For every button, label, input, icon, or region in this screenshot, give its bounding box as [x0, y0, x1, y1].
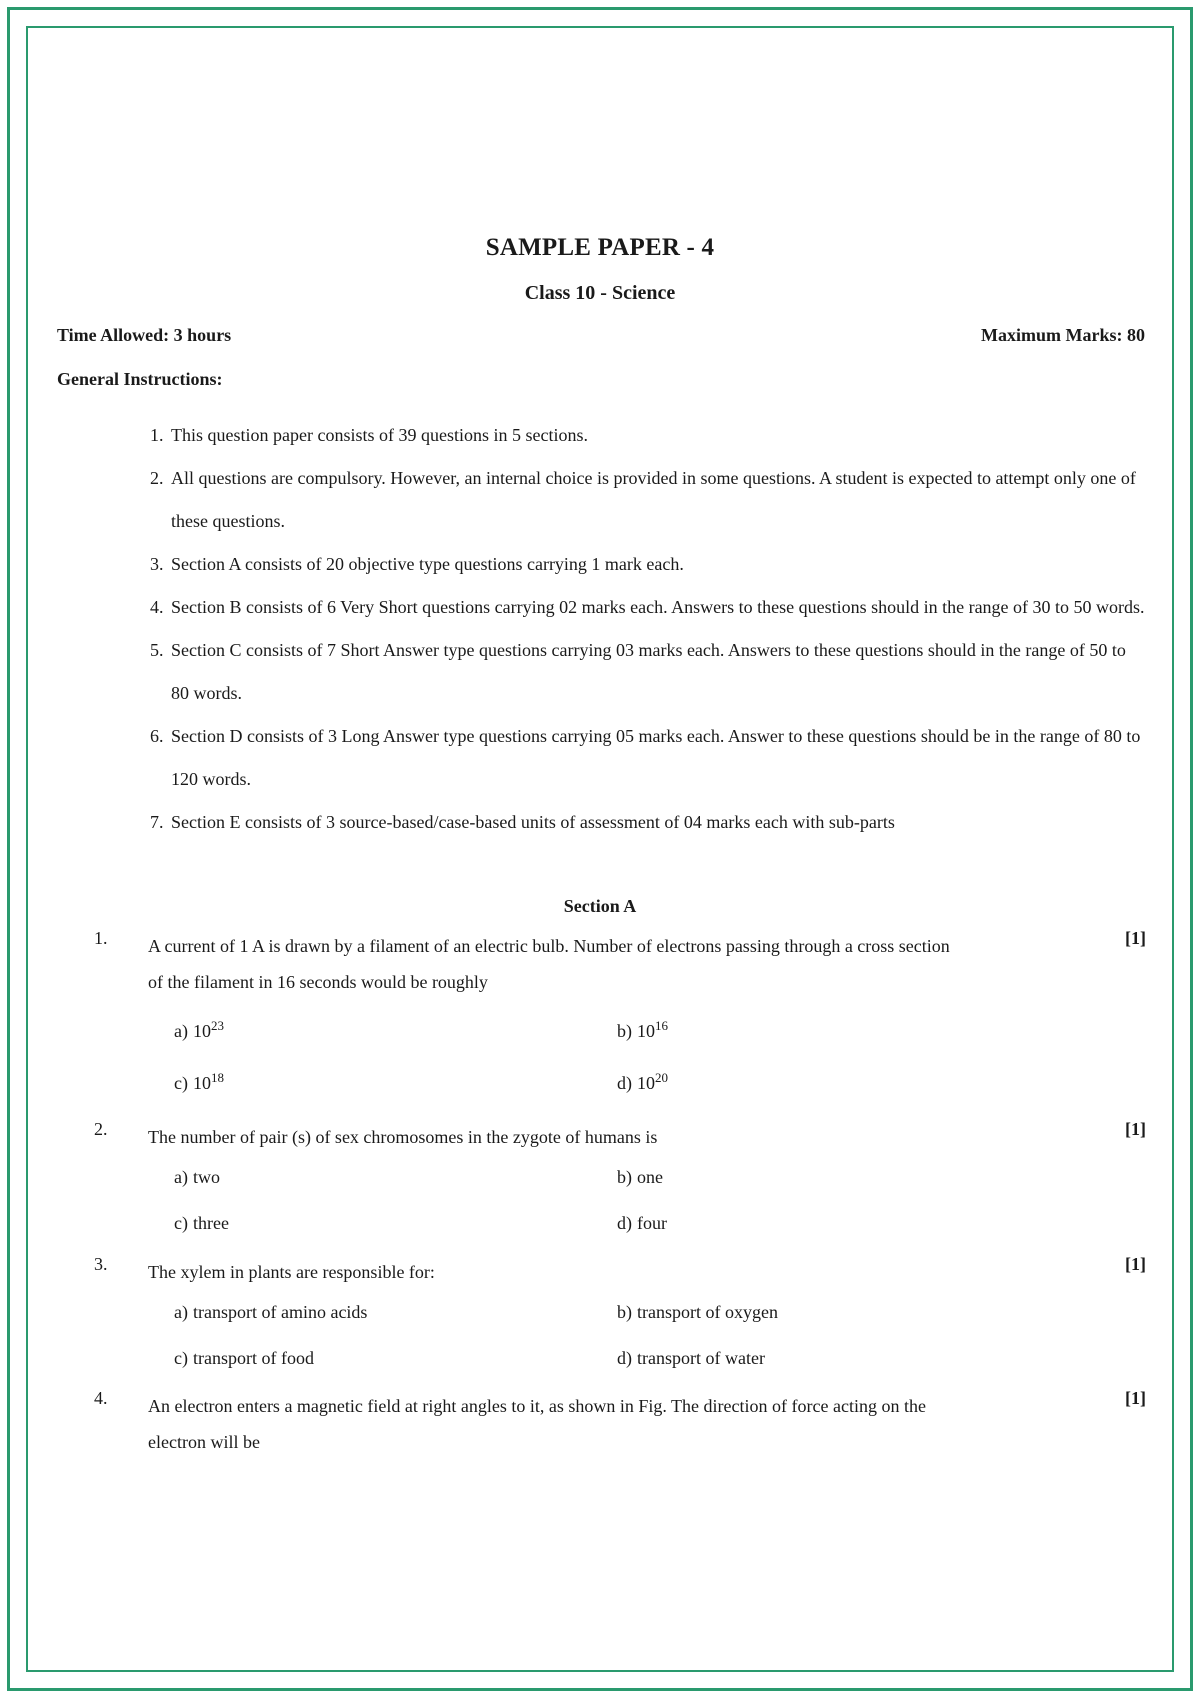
question-number: 2. — [94, 1119, 108, 1139]
question-marks: [1] — [1125, 1119, 1146, 1139]
option-a: a) two — [174, 1167, 220, 1187]
question-text: The xylem in plants are responsible for: — [148, 1262, 435, 1282]
paper-subtitle: Class 10 - Science — [524, 282, 676, 304]
question-number: 3. — [94, 1254, 108, 1274]
question-text: The number of pair (s) of sex chromosomes in the zygote of humans is — [148, 1127, 658, 1147]
option-b: b) $10^{16}$ — [617, 1018, 668, 1041]
option-b: b) one — [617, 1167, 663, 1187]
instruction-item: 1. This question paper consists of 39 questions in 5 sections. — [150, 425, 588, 445]
question-marks: [1] — [1125, 928, 1146, 948]
option-d: d) $10^{20}$ — [617, 1070, 668, 1093]
paper-meta — [57, 325, 1145, 346]
question-number: 4. — [94, 1388, 108, 1408]
instruction-item: 3. Section A consists of 20 objective type questions carrying 1 mark each. — [150, 554, 684, 574]
option-c: c) $10^{18}$ — [174, 1070, 224, 1093]
option-a: a) transport of amino acids — [174, 1302, 368, 1322]
question-text: An electron enters a magnetic field at right angles to it, as shown in Fig. The direction of force acting on the electron will be — [148, 1396, 926, 1452]
option-d: d) four — [617, 1213, 667, 1233]
instruction-item: 7. Section E consists of 3 source-based/case-based units of assessment of 04 marks each with sub-parts — [150, 812, 895, 832]
maximum-marks: Maximum Marks: 80 — [981, 325, 1145, 345]
question-marks: [1] — [1125, 1388, 1146, 1408]
instruction-item: 2. All questions are compulsory. However, an internal choice is provided in some questions. A student is expected to attempt only one of these questions. — [150, 468, 1136, 531]
question-number: 1. — [94, 928, 108, 948]
instructions-list — [150, 414, 1146, 844]
instruction-item: 6. Section D consists of 3 Long Answer type questions carrying 05 marks each. Answer to these questions should be in the range of 80 to 120 words. — [150, 726, 1141, 789]
option-b: b) transport of oxygen — [617, 1302, 778, 1322]
instruction-item: 4. Section B consists of 6 Very Short questions carrying 02 marks each. Answers to these questions should in the range of 30 to 50 words. — [150, 597, 1145, 617]
option-c: c) three — [174, 1213, 229, 1233]
instructions-heading: General Instructions: — [57, 369, 223, 389]
question-text: A current of 1 A is drawn by a filament of an electric bulb. Number of electrons passing through a cross section of the filament in 16 seconds would be roughly — [148, 936, 950, 992]
instruction-item: 5. Section C consists of 7 Short Answer type questions carrying 03 marks each. Answers to these questions should in the range of 50 to 80 words. — [150, 640, 1126, 703]
paper-title: SAMPLE PAPER - 4 — [485, 234, 715, 261]
time-allowed: Time Allowed: 3 hours — [57, 325, 232, 345]
option-c: c) transport of food — [174, 1348, 314, 1368]
section-a-heading: Section A — [563, 896, 637, 916]
option-a: a) $10^{23}$ — [174, 1018, 224, 1041]
question-marks: [1] — [1125, 1254, 1146, 1274]
option-d: d) transport of water — [617, 1348, 765, 1368]
